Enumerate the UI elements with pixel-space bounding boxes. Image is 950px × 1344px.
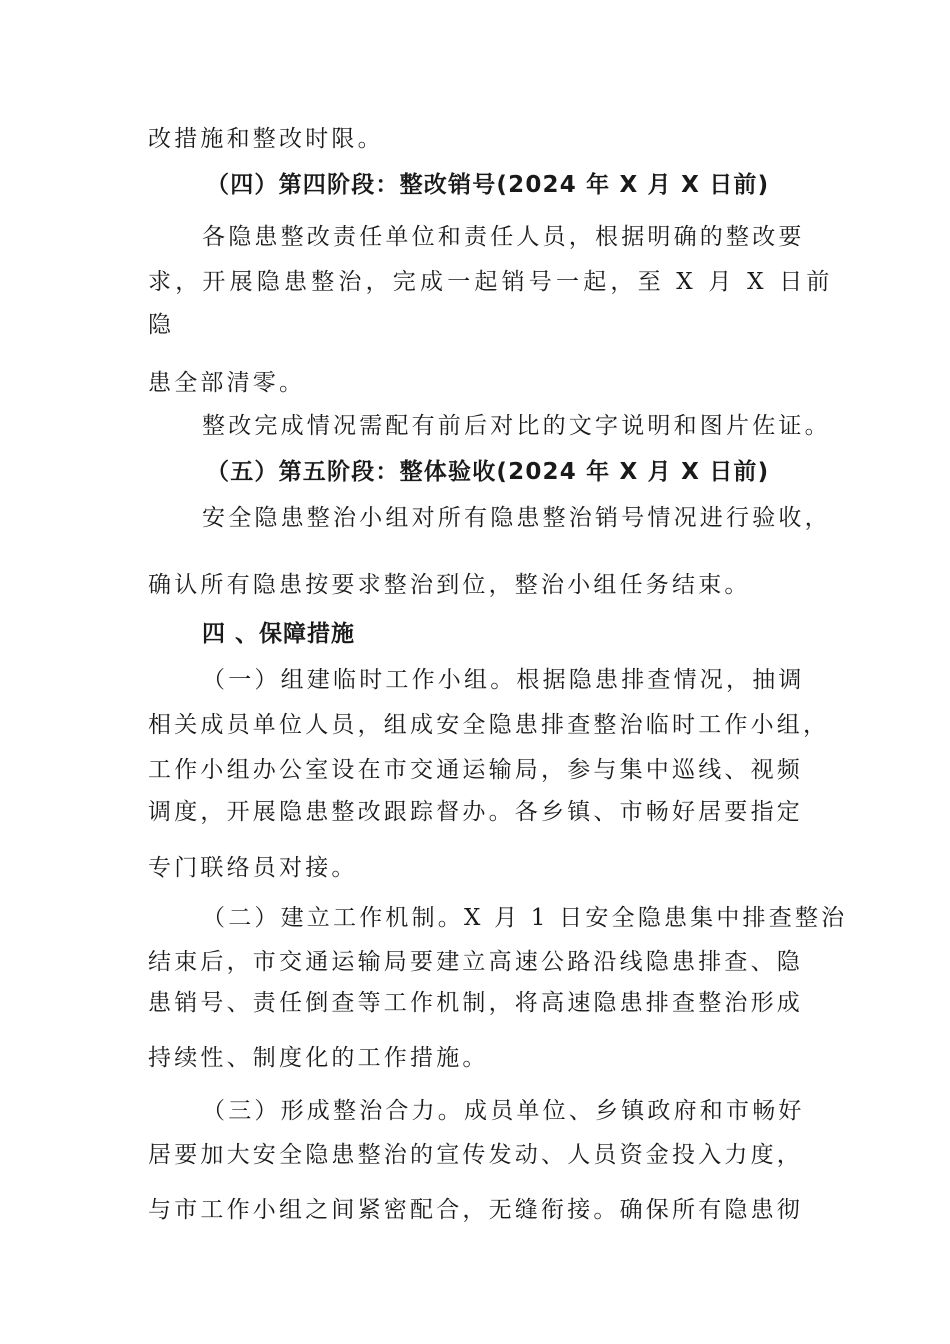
text-line: 整改完成情况需配有前后对比的文字说明和图片佐证。 — [202, 413, 831, 439]
text-line: 调度，开展隐患整改跟踪督办。各乡镇、市畅好居要指定 — [148, 799, 803, 825]
text-line: （二）建立工作机制。X 月 1 日安全隐患集中排查整治 — [202, 905, 848, 931]
text-line: 患全部清零。 — [148, 370, 306, 396]
text-line: 确认所有隐患按要求整治到位，整治小组任务结束。 — [148, 572, 751, 598]
text-line: 隐 — [148, 312, 175, 338]
text-line: 持续性、制度化的工作措施。 — [148, 1045, 489, 1071]
text-line: 结束后，市交通运输局要建立高速公路沿线隐患排查、隐 — [148, 949, 803, 975]
text-line: 改措施和整改时限。 — [148, 126, 384, 152]
text-line: 患销号、责任倒查等工作机制，将高速隐患排查整治形成 — [148, 990, 803, 1016]
text-line: 相关成员单位人员，组成安全隐患排查整治临时工作小组， — [148, 712, 830, 738]
text-line: （三）形成整治合力。成员单位、乡镇政府和市畅好 — [202, 1098, 805, 1124]
text-line: 各隐患整改责任单位和责任人员，根据明确的整改要 — [202, 224, 805, 250]
stage-five-heading: （五）第五阶段：整体验收(2024 年 X 月 X 日前) — [206, 459, 770, 485]
stage-four-heading: （四）第四阶段：整改销号(2024 年 X 月 X 日前) — [206, 172, 770, 198]
text-line: 居要加大安全隐患整治的宣传发动、人员资金投入力度， — [148, 1142, 803, 1168]
text-line: （一）组建临时工作小组。根据隐患排查情况，抽调 — [202, 667, 805, 693]
text-line: 安全隐患整治小组对所有隐患整治销号情况进行验收， — [202, 505, 831, 531]
section-heading-safeguards: 四 、保障措施 — [202, 621, 356, 647]
text-line: 工作小组办公室设在市交通运输局，参与集中巡线、视频 — [148, 757, 803, 783]
text-line: 与市工作小组之间紧密配合，无缝衔接。确保所有隐患彻 — [148, 1197, 803, 1223]
text-line: 求，开展隐患整治，完成一起销号一起，至 X 月 X 日前 — [148, 269, 834, 295]
text-line: 专门联络员对接。 — [148, 855, 358, 881]
